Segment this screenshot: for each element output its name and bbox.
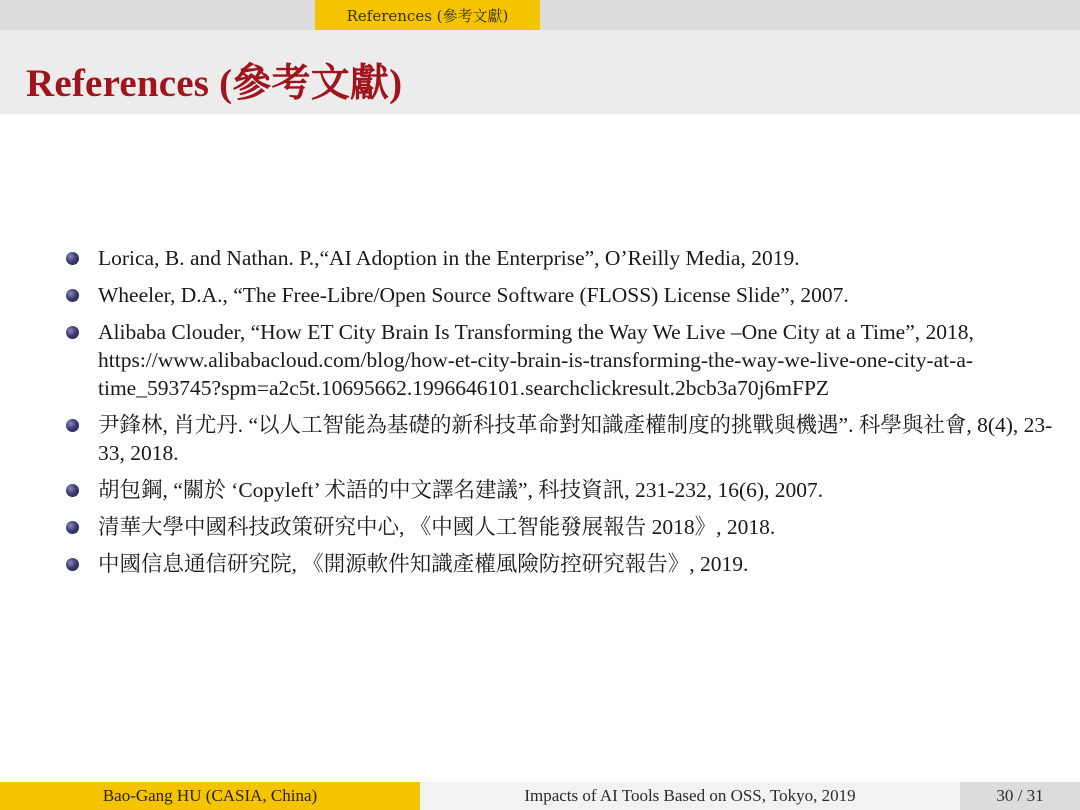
list-item	[66, 550, 1056, 578]
reference-list	[66, 244, 1056, 587]
bullet-icon	[66, 289, 79, 302]
list-item	[66, 411, 1056, 467]
list-item	[66, 476, 1056, 504]
reference-text: 胡包鋼, “關於 ‘Copyleft’ 术語的中文譯名建議”, 科技資訊, 231-232, 16(6), 2007.	[98, 478, 824, 502]
bullet-icon	[66, 326, 79, 339]
list-item	[66, 244, 1056, 272]
list-item	[66, 281, 1056, 309]
footer-page-number: 30 / 31	[960, 782, 1080, 810]
reference-text: 尹鋒林, 肖尤丹. “以人工智能為基礎的新科技革命對知識產權制度的挑戰與機遇”. 科學與社會, 8(4), 23-33, 2018.	[98, 413, 1053, 465]
reference-text: 中國信息通信研究院, 《開源軟件知識產權風險防控研究報告》, 2019.	[98, 552, 749, 576]
bullet-icon	[66, 419, 79, 432]
footer-talk-title[interactable]: Impacts of AI Tools Based on OSS, Tokyo, 2019	[420, 782, 960, 810]
bullet-icon	[66, 521, 79, 534]
footer-author[interactable]: Bao-Gang HU (CASIA, China)	[0, 782, 420, 810]
reference-text: Alibaba Clouder, “How ET City Brain Is Transforming the Way We Live –One City at a Time”, 2018, https://www.alibabacloud.com/blog/how-et-city-brain-is-transforming-the-way-we-live-one-city-at-a-time_593745?spm=a2c5t.10695662.1996646101.searchclickresult.2bcb3a70j6mFPZ	[98, 320, 974, 400]
reference-text: Wheeler, D.A., “The Free-Libre/Open Source Software (FLOSS) License Slide”, 2007.	[98, 283, 849, 307]
list-item	[66, 513, 1056, 541]
page-title: References (參考文獻)	[26, 62, 403, 105]
list-item	[66, 318, 1056, 402]
bullet-icon	[66, 484, 79, 497]
top-navigation-bar	[0, 0, 1080, 30]
bullet-icon	[66, 252, 79, 265]
reference-text: 清華大學中國科技政策研究中心, 《中國人工智能發展報告 2018》, 2018.	[98, 515, 776, 539]
footer-bar	[0, 782, 1080, 810]
bullet-icon	[66, 558, 79, 571]
section-tab-references[interactable]: References (參考文獻)	[315, 0, 540, 30]
reference-text: Lorica, B. and Nathan. P.,“AI Adoption in the Enterprise”, O’Reilly Media, 2019.	[98, 246, 800, 270]
